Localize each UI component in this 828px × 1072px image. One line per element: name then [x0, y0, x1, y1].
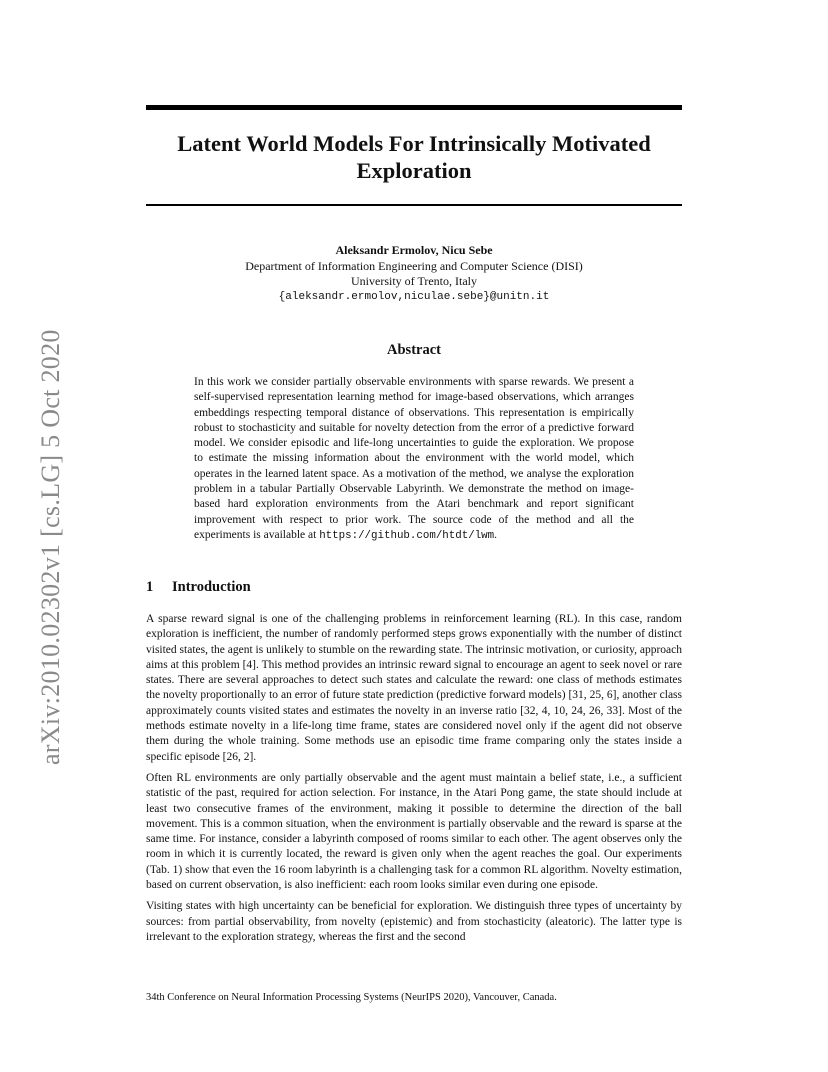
- abstract-end-period: .: [494, 528, 498, 541]
- abstract-body-text: In this work we consider partially observable environments with sparse rewards. We present a self-supervised representation learning method for image-based observations, which arranges embeddings respecting temporal distance of observations. This representation is empirically robust to stochasticity and suitable for novelty detection from the error of a predictive forward model. We consider episodic and life-long uncertainties to guide the exploration. We propose to estimate the missing information about the environment with the world model, which operates in the learned latent space. As a motivation of the method, we analyse the exploration problem in a tabular Partially Observable Labyrinth. We demonstrate the method on image-based hard exploration environments from the Atari benchmark and report significant improvement with respect to prior work. The source code of the method and all the experiments is available at: [194, 376, 634, 541]
- section-number: 1: [146, 579, 154, 595]
- source-code-link[interactable]: https://github.com/htdt/lwm: [319, 529, 495, 542]
- author-block: [146, 243, 682, 305]
- title-top-rule: [146, 105, 682, 110]
- author-department: Department of Information Engineering and Computer Science (DISI): [245, 258, 583, 273]
- arxiv-identifier-stamp: arXiv:2010.02302v1 [cs.LG] 5 Oct 2020: [36, 329, 65, 765]
- introduction-body: [146, 612, 682, 951]
- conference-footer: 34th Conference on Neural Information Processing Systems (NeurIPS 2020), Vancouver, Canada.: [146, 992, 557, 1003]
- author-names: Aleksandr Ermolov, Nicu Sebe: [335, 243, 493, 257]
- paragraph: A sparse reward signal is one of the challenging problems in reinforcement learning (RL). In this case, random exploration is inefficient, the number of randomly performed steps grows exponentially with the number of distinct visited states, the agent is unlikely to stumble on the rewarding state. The intrinsic motivation, or curiosity, approach aims at this problem [4]. This method provides an intrinsic reward signal to encourage an agent to seek novel or rare states. There are several approaches to detect such states and calculate the reward: one class of methods estimates the novelty proportionally to an error of future state prediction (predictive forward models) [31, 25, 6], another class approximately counts visited states and estimates the novelty in an inverse ratio [32, 4, 10, 24, 26, 33]. Most of the methods estimate novelty in a life-long time frame, states are considered novel only if the agent did not observe them during the whole training. Some methods use an episodic time frame comparing only the states inside a specific episode [26, 2].: [146, 613, 682, 763]
- abstract-text: [194, 375, 634, 544]
- paragraph: Visiting states with high uncertainty can be beneficial for exploration. We distinguish three types of uncertainty by sources: from partial observability, from novelty (epistemic) and from stochasticity (aleatoric). The latter type is irrelevant to the exploration strategy, whereas the first and the second: [146, 900, 682, 943]
- author-email: {aleksandr.ermolov,niculae.sebe}@unitn.it: [278, 290, 550, 303]
- section-title: Introduction: [172, 579, 251, 595]
- author-university: University of Trento, Italy: [351, 274, 477, 288]
- paper-title: Latent World Models For Intrinsically Motivated Exploration: [177, 131, 651, 183]
- section-heading-introduction: [146, 579, 682, 596]
- abstract-heading: Abstract: [387, 342, 441, 358]
- paragraph: Often RL environments are only partially observable and the agent must maintain a belief state, i.e., a sufficient statistic of the past, required for action selection. For instance, in the Atari Pong game, the state should include at least two consecutive frames of the environment, making it possible to determine the direction of the ball movement. This is a common situation, when the environment is partially observable and the reward is sparse at the same time. For instance, consider a labyrinth composed of rooms similar to each other. The agent observes only the room in which it is currently located, the reward is given only when the agent reaches the goal. Our experiments (Tab. 1) show that even the 16 room labyrinth is a challenging task for a common RL algorithm. Novelty estimation, based on current observation, is also inefficient: each room looks similar even during one episode.: [146, 771, 682, 892]
- title-bottom-rule: [146, 204, 682, 206]
